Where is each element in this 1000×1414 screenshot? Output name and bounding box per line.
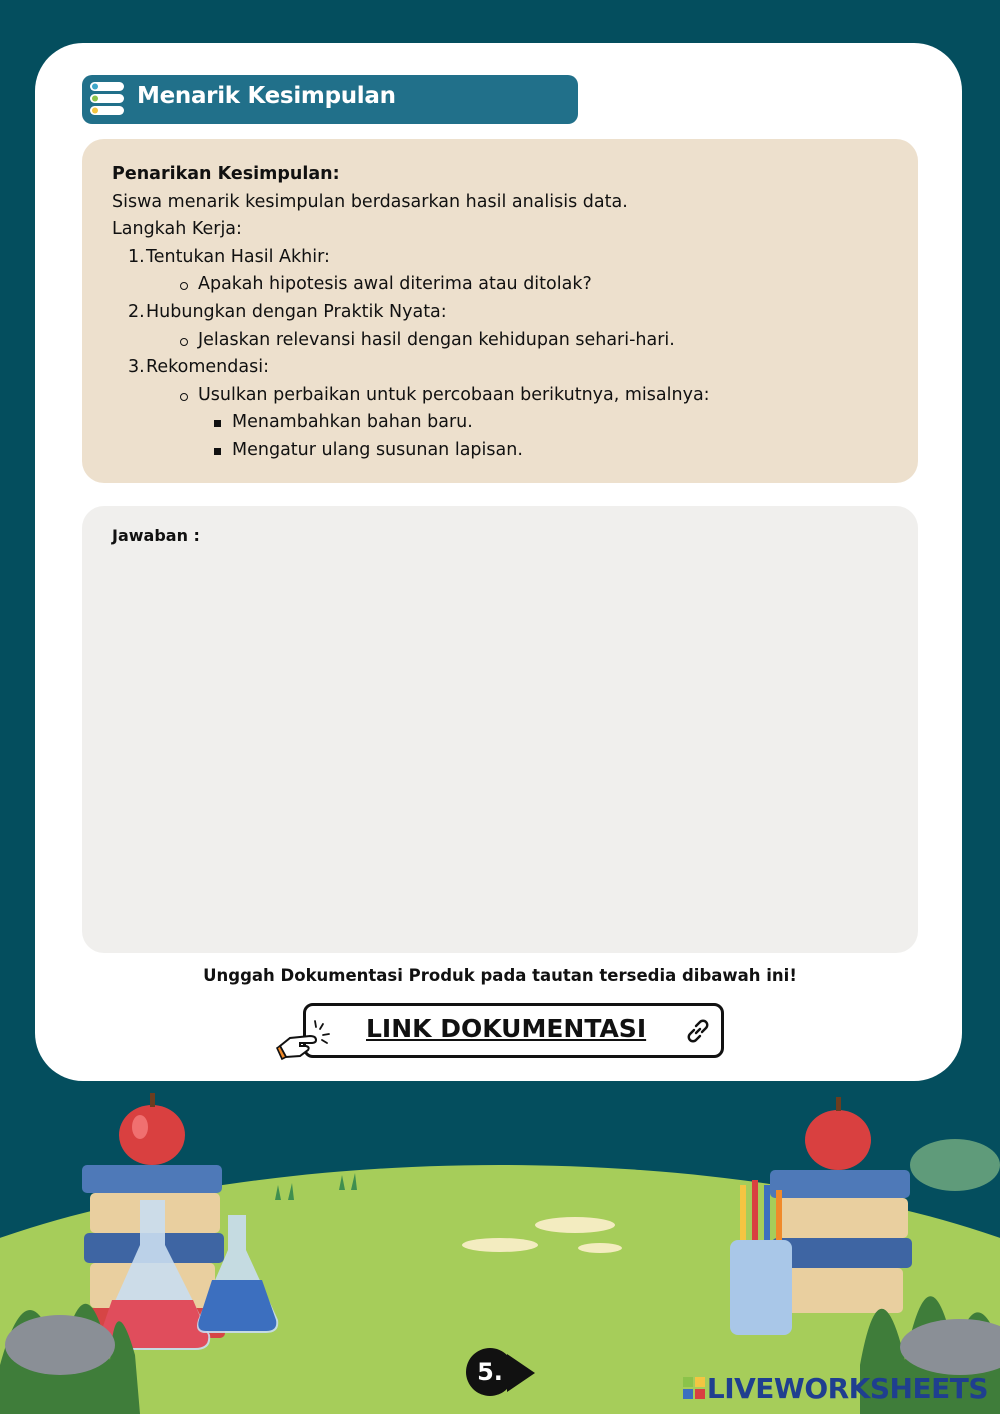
instruction-intro: Siswa menarik kesimpulan berdasarkan hasil analisis data. [112, 191, 628, 212]
brand-name: LIVEWORKSHEETS [706, 1372, 988, 1405]
step-number: 2. [128, 301, 145, 322]
liveworksheets-logo-icon [683, 1377, 705, 1399]
steps-list [128, 244, 888, 465]
instruction-box [82, 139, 918, 483]
circle-bullet-icon [180, 338, 188, 346]
pointing-hand-icon [276, 1016, 336, 1061]
list-item [176, 327, 888, 355]
documentation-link-label[interactable]: LINK DOKUMENTASI [366, 1014, 647, 1043]
list-item [128, 354, 888, 464]
brand-logo [683, 1372, 988, 1405]
answer-box[interactable] [82, 506, 918, 953]
book-stack-icon [88, 79, 128, 119]
list-item [128, 244, 888, 299]
upload-instruction: Unggah Dokumentasi Produk pada tautan tersedia dibawah ini! [203, 966, 797, 985]
step-detail: Jelaskan relevansi hasil dengan kehidupan sehari-hari. [198, 329, 675, 350]
instruction-heading: Penarikan Kesimpulan: [112, 164, 340, 184]
step-detail: Apakah hipotesis awal diterima atau ditolak? [198, 274, 592, 295]
step-number: 1. [128, 246, 145, 267]
list-item [210, 409, 888, 437]
page-number: 5. [466, 1348, 514, 1396]
step-label: Hubungkan dengan Praktik Nyata: [146, 301, 447, 322]
step-label: Tentukan Hasil Akhir: [146, 246, 330, 267]
step-label: Rekomendasi: [146, 357, 269, 378]
circle-bullet-icon [180, 282, 188, 290]
play-arrow-icon [505, 1352, 537, 1394]
chain-link-icon [683, 1016, 713, 1046]
list-item [210, 437, 888, 465]
section-title-bar [82, 75, 578, 124]
step-detail: Usulkan perbaikan untuk percobaan berikutnya, misalnya: [198, 384, 710, 405]
square-bullet-icon [214, 420, 221, 427]
documentation-link-button[interactable] [303, 1003, 724, 1058]
section-title: Menarik Kesimpulan [137, 83, 396, 109]
recommendation-item: Mengatur ulang susunan lapisan. [232, 439, 523, 460]
left-apple [119, 1093, 185, 1165]
recommendation-item: Menambahkan bahan baru. [232, 412, 473, 433]
steps-label: Langkah Kerja: [112, 219, 242, 240]
square-bullet-icon [214, 448, 221, 455]
answer-label: Jawaban : [112, 526, 200, 545]
list-item [128, 299, 888, 354]
list-item [176, 382, 888, 465]
list-item [176, 271, 888, 299]
right-apple [805, 1097, 871, 1170]
step-number: 3. [128, 357, 145, 378]
circle-bullet-icon [180, 393, 188, 401]
